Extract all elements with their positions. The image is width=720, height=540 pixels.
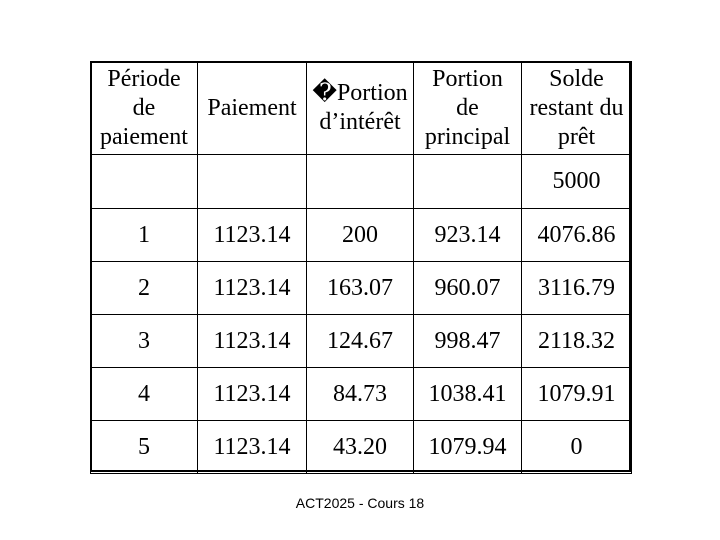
header-portion-principal: Portion de principal (414, 62, 522, 155)
table-cell: 1123.14 (198, 368, 307, 421)
table-cell: 163.07 (307, 262, 414, 315)
table-cell: 4 (91, 368, 198, 421)
table-cell: 1038.41 (414, 368, 522, 421)
header-portion-interet: �Portion d’intérêt (307, 62, 414, 155)
table-cell: 43.20 (307, 421, 414, 474)
initial-balance-cell: 5000 (522, 155, 632, 209)
table-cell: 960.07 (414, 262, 522, 315)
header-solde-restant: Solde restant du prêt (522, 62, 632, 155)
table-cell: 84.73 (307, 368, 414, 421)
table-cell: 5 (91, 421, 198, 474)
table-cell: 2118.32 (522, 315, 632, 368)
table-cell: 1123.14 (198, 315, 307, 368)
table-cell: 1079.91 (522, 368, 632, 421)
table-cell: 923.14 (414, 209, 522, 262)
table-cell: 4076.86 (522, 209, 632, 262)
table-cell: 1123.14 (198, 209, 307, 262)
table-cell: 124.67 (307, 315, 414, 368)
table-cell: 998.47 (414, 315, 522, 368)
table-cell: 3116.79 (522, 262, 632, 315)
table-cell: 0 (522, 421, 632, 474)
table-outer-border (90, 61, 631, 472)
table-cell: 200 (307, 209, 414, 262)
table-cell: 1 (91, 209, 198, 262)
header-paiement: Paiement (198, 62, 307, 155)
table-cell: 1123.14 (198, 262, 307, 315)
header-periode: Période de paiement (91, 62, 198, 155)
table-cell: 1123.14 (198, 421, 307, 474)
table-cell: 2 (91, 262, 198, 315)
table-cell: 1079.94 (414, 421, 522, 474)
slide-footer: ACT2025 - Cours 18 (295, 495, 425, 511)
table-cell: 3 (91, 315, 198, 368)
